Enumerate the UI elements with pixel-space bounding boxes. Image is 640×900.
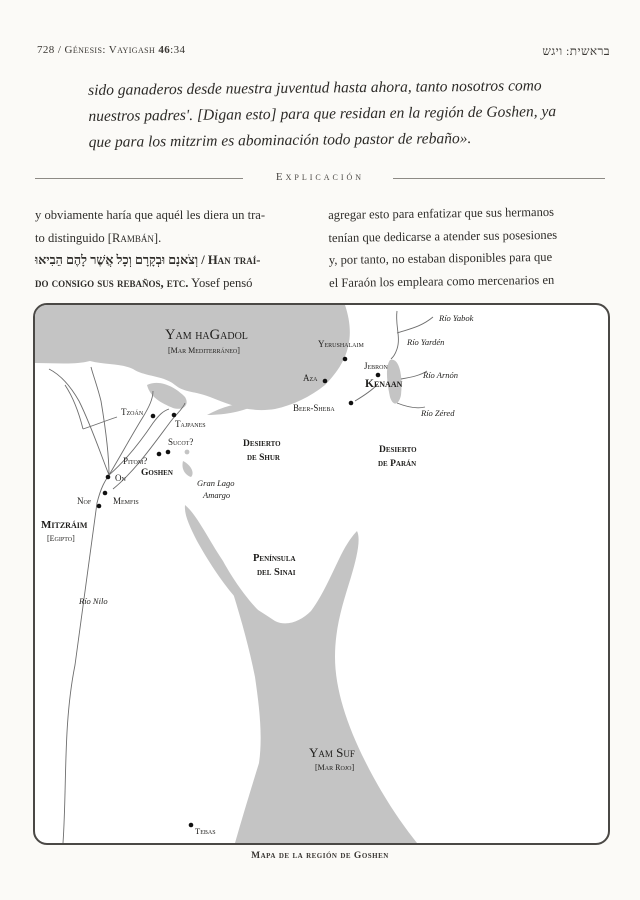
- dot-tajpanes: [172, 413, 177, 418]
- label-tzoan: Tzoán: [121, 407, 144, 417]
- label-jebron: Jebron: [364, 361, 388, 371]
- label-desierto-shur-1: Desierto: [243, 439, 281, 449]
- commentary-line: וְצֹאנָם וּבְקָרָם וְכָל אֲשֶׁר לָהֶם הֵבִיאוּ / Han traí-: [35, 253, 261, 267]
- verse-ref: 34: [173, 44, 186, 56]
- label-yam-suf: Yam Suf: [309, 745, 355, 760]
- label-memfis: Memfis: [113, 496, 139, 506]
- label-rio-yarden: Río Yardén: [407, 337, 445, 347]
- label-on: On: [115, 473, 126, 483]
- label-kenaan: Kenaan: [365, 378, 403, 390]
- great-bitter-lake: [182, 461, 192, 477]
- chapter-ref: 46: [158, 44, 171, 56]
- verse-line: nuestros padres'. [Digan esto] para que residan en la región de Goshen, ya: [88, 103, 557, 125]
- yarden-river: [391, 311, 398, 359]
- label-nof: Nof: [77, 496, 92, 506]
- yabok-river: [397, 317, 433, 333]
- label-tebas: Tebas: [195, 826, 216, 836]
- map-caption: Mapa de la región de Goshen: [251, 851, 389, 861]
- dot-yerushalaim: [343, 357, 348, 362]
- label-rio-zered: Río Zéred: [421, 408, 455, 418]
- dot-tebas: [189, 823, 194, 828]
- label-desierto-paran-2: de Parán: [378, 459, 417, 469]
- label-yam-hagadol: Yam haGadol: [165, 327, 248, 343]
- hebrew-title: בראשית: ויגש: [542, 44, 610, 58]
- commentary-line: el Faraón los empleara como mercenarios en: [328, 272, 555, 290]
- nile-branch-west: [49, 369, 109, 475]
- dot-pitom: [157, 452, 162, 457]
- lake-timsah: [185, 450, 190, 455]
- commentary-line: y obviamente haría que aquél les diera un tra-: [35, 208, 266, 222]
- book-title: Génesis: Vayigash: [64, 44, 156, 56]
- dot-tzoan: [151, 414, 156, 419]
- mediterranean-sea: [35, 305, 350, 410]
- commentary-line: to distinguido [Rambán].: [35, 230, 162, 245]
- label-beersheba: Beer-Sheba: [293, 403, 335, 413]
- label-amargo: Amargo: [203, 490, 231, 500]
- label-mitzraim: Mitzráim: [41, 519, 88, 531]
- dot-aza: [323, 379, 328, 384]
- dot-beersheba: [349, 401, 354, 406]
- verse-line: que para los mitzrim es abominación todo pastor de rebaño».: [88, 129, 472, 151]
- gulf-of-suez: [185, 505, 268, 625]
- label-peninsula: Península: [253, 553, 296, 564]
- page-number: 728 /: [37, 44, 62, 56]
- verse-text: [88, 73, 569, 156]
- label-mar-mediterraneo: [Mar Mediterráneo]: [168, 346, 240, 355]
- verse-line: sido ganaderos desde nuestra juventud hasta ahora, tanto nosotros como: [88, 77, 542, 99]
- label-mar-rojo: [Mar Rojo]: [315, 763, 355, 772]
- label-desierto-paran-1: Desierto: [379, 445, 417, 455]
- source-citation: Rambán: [111, 230, 154, 245]
- commentary-line: y, por tanto, no estaban disponibles para que: [328, 249, 553, 267]
- label-pitom: Pitom?: [123, 456, 148, 466]
- label-del-sinai: del Sinai: [257, 567, 296, 578]
- label-desierto-shur-2: de Shur: [247, 453, 280, 463]
- label-tajpanes: Tajpanes: [175, 419, 206, 429]
- label-rio-nilo: Río Nilo: [79, 596, 108, 606]
- label-rio-arnon: Río Arnón: [423, 370, 459, 380]
- label-egipto: [Egipto]: [47, 534, 75, 543]
- commentary-left-column: [35, 204, 305, 294]
- lemma-translation: Han traí-: [207, 253, 261, 267]
- dot-jebron: [376, 373, 381, 378]
- running-header-left: 728 / Génesis: Vayigash 46:34: [37, 44, 186, 56]
- hebrew-lemma: וְצֹאנָם וּבְקָרָם וְכָל אֲשֶׁר לָהֶם הֵבִיאוּ: [35, 253, 199, 267]
- commentary-line: agregar esto para enfatizar que sus hermanos: [328, 204, 555, 222]
- commentary-right-column: [328, 200, 584, 294]
- dot-nof: [97, 504, 102, 509]
- dot-memfis: [103, 491, 108, 496]
- label-goshen: Goshen: [141, 468, 173, 478]
- label-aza: Aza: [303, 373, 318, 383]
- goshen-map: [33, 303, 610, 845]
- label-gran-lago: Gran Lago: [197, 478, 235, 488]
- map-svg: [35, 305, 608, 843]
- canal-delta: [83, 417, 117, 429]
- commentary-line: do consigo sus rebaños, etc. Yosef pensó: [35, 275, 253, 290]
- label-sucot: Sucot?: [168, 437, 194, 447]
- section-title: Explicación: [275, 171, 365, 183]
- divider-right: [393, 178, 605, 179]
- commentary-line: tenían que dedicarse a atender sus posesiones: [328, 227, 558, 245]
- dot-sucot: [166, 450, 171, 455]
- label-yerushalaim: Yerushalaim: [318, 339, 364, 349]
- canal-west: [65, 385, 83, 429]
- dot-on: [106, 475, 111, 480]
- label-rio-yabok: Río Yabok: [439, 313, 474, 323]
